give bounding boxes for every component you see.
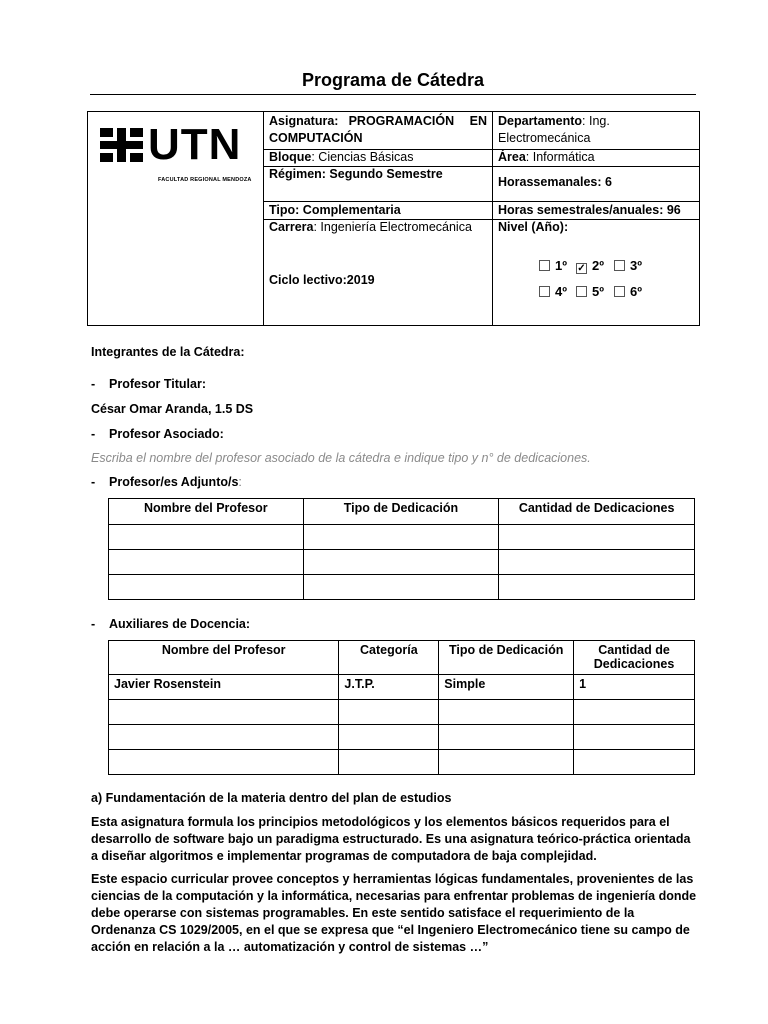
profesor-asociado-heading [91,426,224,443]
regimen-field [269,166,443,183]
table-cell[interactable] [109,750,339,775]
profesor-titular-value: César Omar Aranda, 1.5 DS [91,402,254,416]
checkbox-checked-icon[interactable]: ✓ [577,263,586,274]
column-header: Nombre del Profesor [109,499,304,525]
title-divider [90,94,696,95]
bloque-label: Bloque [269,150,312,164]
auxiliares-heading [91,616,250,633]
nivel-option-label: 4º [555,284,567,299]
profesor-asociado-label: Profesor Asociado: [109,427,224,441]
page-title: Programa de Cátedra [301,70,485,90]
nivel-option-1[interactable] [539,258,567,273]
table-cell[interactable] [109,525,304,550]
table-cell[interactable]: Simple [439,675,574,700]
nivel-label: Nivel (Año): [498,220,569,234]
horas-semanales-field [498,174,612,191]
auxiliares-table [108,640,695,775]
table-cell[interactable] [439,750,574,775]
table-row [109,550,695,575]
profesor-asociado-placeholder[interactable]: Escriba el nombre del profesor asociado de la cátedra e indique tipo y n° de dedicaciones. [91,451,591,465]
table-row [109,575,695,600]
carrera-label: Carrera [269,220,314,234]
nivel-option-2[interactable] [576,258,604,274]
table-cell[interactable] [339,725,439,750]
departamento-value: : Ing. [582,114,610,128]
table-cell[interactable] [574,750,695,775]
column-header: Cantidad de Dedicaciones [499,499,695,525]
nivel-option-6[interactable] [614,284,642,299]
table-row [109,675,695,700]
bullet-dash: - [91,475,96,489]
column-header: Categoría [339,641,439,675]
table-cell[interactable] [303,550,499,575]
regimen-label: Régimen [269,167,322,181]
table-cell[interactable]: Javier Rosenstein [109,675,339,700]
table-cell[interactable] [439,725,574,750]
table-cell[interactable] [574,725,695,750]
nivel-option-label: 3º [630,258,642,273]
table-cell[interactable] [574,700,695,725]
horas-anuales-field: Horas semestrales/anuales: 96 [498,203,681,217]
utn-logo [100,120,258,183]
table-cell[interactable] [339,750,439,775]
table-cell[interactable] [439,700,574,725]
area-field [498,149,595,166]
auxiliares-label: Auxiliares de Docencia: [109,617,251,631]
nivel-option-3[interactable] [614,258,642,273]
integrantes-heading: Integrantes de la Cátedra: [91,345,245,359]
table-header-row [109,499,695,525]
profesor-adjunto-label: Profesor/es Adjunto/s [109,475,239,489]
horas-semanales-value: : 6 [597,175,612,189]
section-a-heading: a) Fundamentación de la materia dentro del plan de estudios [91,791,452,805]
nivel-option-label: 2º [592,258,604,273]
adjuntos-table [108,498,695,600]
bullet-dash: - [91,377,96,391]
carrera-value: : Ingeniería Electromecánica [313,220,472,234]
nivel-option-label: 5º [592,284,604,299]
nivel-option-label: 1º [555,258,567,273]
table-cell[interactable] [303,575,499,600]
profesor-adjunto-colon: : [238,475,242,489]
tipo-field: Tipo: Complementaria [269,203,401,217]
area-label: Área [498,150,526,164]
table-cell[interactable]: J.T.P. [339,675,439,700]
ciclo-lectivo: Ciclo lectivo:2019 [269,273,375,287]
bullet-dash: - [91,617,96,631]
checkbox-icon[interactable] [539,286,550,297]
table-row [109,750,695,775]
nivel-option-label: 6º [630,284,642,299]
fundamentacion-paragraph-2: Este espacio curricular provee conceptos y herramientas lógicas fundamentales, provenientes de las ciencias de la computación y la informática, necesarias para enfrentar problemas de ingeniería donde debe operarse con sistemas programables. En este sentido satisface el requerimiento de la Ordenanza CS 1029/2005, en el que se expresa que “el Ingeniero Electromecánico tiene su campo de acción en relación a la … automatización y control de sistemas …” [91,872,697,954]
bullet-dash: - [91,427,96,441]
profesor-adjunto-heading [91,474,242,491]
asignatura-value-line2: COMPUTACIÓN [269,131,363,145]
asignatura-value-line1: PROGRAMACIÓN EN [348,114,487,128]
table-cell[interactable] [303,525,499,550]
departamento-label: Departamento [498,114,583,128]
bloque-value: : Ciencias Básicas [311,150,414,164]
column-header: Cantidad de Dedicaciones [574,641,695,675]
column-header: Nombre del Profesor [109,641,339,675]
checkbox-icon[interactable] [614,286,625,297]
table-cell[interactable] [499,525,695,550]
horas-semanales-label: Horassemanales [498,175,598,189]
table-cell[interactable]: 1 [574,675,695,700]
checkbox-icon[interactable] [576,286,587,297]
checkbox-icon[interactable] [539,260,550,271]
table-cell[interactable] [109,700,339,725]
bloque-field [269,149,413,166]
regimen-value: : Segundo Semestre [321,167,443,181]
table-cell[interactable] [499,575,695,600]
table-row [109,525,695,550]
table-row [109,700,695,725]
column-header: Tipo de Dedicación [303,499,499,525]
asignatura-label: Asignatura: [269,114,339,128]
logo-wordmark: UTN [148,120,242,169]
nivel-option-5[interactable] [576,284,604,299]
column-header: Tipo de Dedicación [439,641,574,675]
table-cell[interactable] [499,550,695,575]
table-header-row [109,641,695,675]
departamento-field [498,113,698,147]
table-cell[interactable] [109,575,304,600]
nivel-option-4[interactable] [539,284,567,299]
profesor-titular-heading [91,376,206,393]
departamento-value-line2: Electromecánica [498,131,591,145]
table-cell[interactable] [339,700,439,725]
table-row [109,725,695,750]
course-header-table [87,111,700,326]
asignatura-field [269,113,487,147]
profesor-titular-label: Profesor Titular: [109,377,207,391]
carrera-field [269,219,472,236]
table-cell[interactable] [109,550,304,575]
logo-subtitle: FACULTAD REGIONAL MENDOZA [158,177,252,183]
area-value: : Informática [525,150,595,164]
checkbox-icon[interactable] [614,260,625,271]
fundamentacion-paragraph-1: Esta asignatura formula los principios metodológicos y los elementos básicos requeridos para el desarrollo de software bajo un paradigma estructurado. Es una asignatura teórico-práctica orientada a diseñar algoritmos e implementar programas de computadora de baja complejidad. [91,815,691,863]
table-cell[interactable] [109,725,339,750]
